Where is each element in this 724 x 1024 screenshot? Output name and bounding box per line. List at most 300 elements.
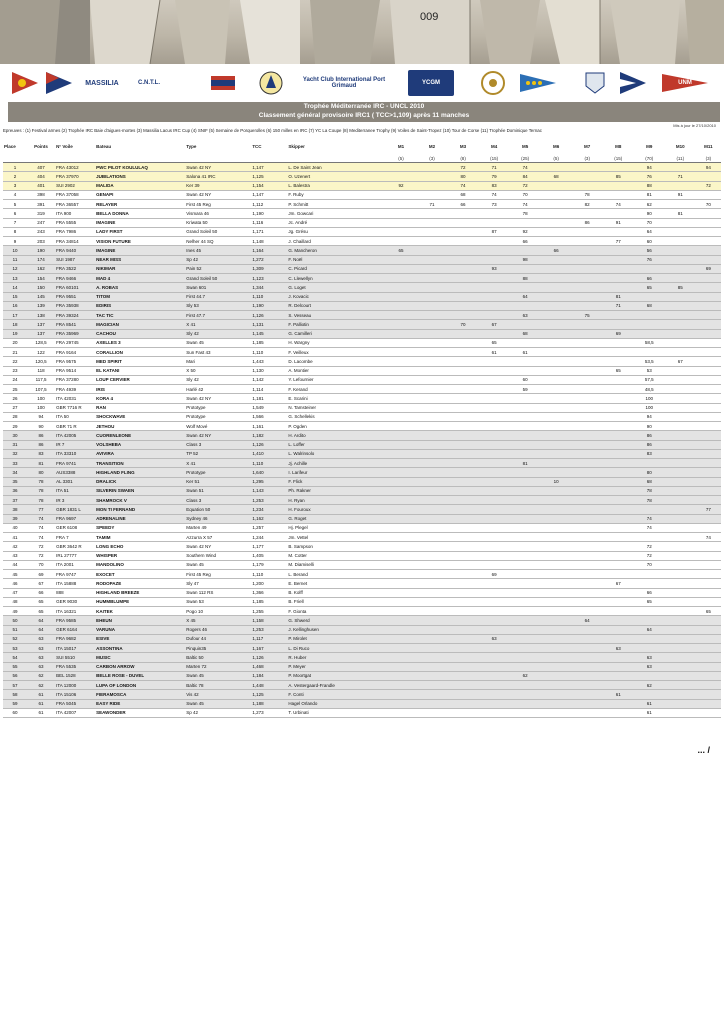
table-cell: 39: [3, 514, 27, 523]
table-cell: 80: [634, 468, 665, 477]
table-cell: 62: [27, 681, 55, 690]
table-cell: [603, 338, 634, 347]
table-cell: M. Cotter: [287, 551, 385, 560]
table-cell: [448, 634, 479, 643]
table-cell: [665, 477, 696, 486]
table-cell: MON TI FERNAND: [95, 505, 185, 514]
table-cell: 12: [3, 264, 27, 273]
table-cell: 57: [3, 681, 27, 690]
table-cell: [385, 671, 416, 680]
table-cell: [385, 357, 416, 366]
table-cell: 1,130: [251, 366, 287, 375]
table-cell: [572, 394, 603, 403]
table-cell: IR 3: [55, 496, 95, 505]
table-cell: [541, 542, 572, 551]
table-cell: [417, 181, 448, 190]
table-cell: ITA 50: [55, 412, 95, 421]
table-cell: [541, 681, 572, 690]
table-cell: FRA 34814: [55, 237, 95, 246]
table-cell: 65: [479, 338, 510, 347]
table-cell: [572, 385, 603, 394]
column-header: M6: [553, 144, 560, 149]
table-cell: [510, 653, 541, 662]
table-cell: [448, 560, 479, 569]
table-cell: [510, 588, 541, 597]
table-cell: 1,181: [251, 394, 287, 403]
update-date: Mis à jour le 27/10/2010: [673, 123, 716, 128]
table-cell: Jm. Vettel: [287, 533, 385, 542]
table-cell: [572, 699, 603, 708]
table-cell: 94: [634, 163, 665, 172]
table-cell: [479, 616, 510, 625]
table-cell: Southern Wind: [185, 551, 251, 560]
table-cell: [665, 375, 696, 384]
table-cell: [385, 237, 416, 246]
table-cell: [603, 514, 634, 523]
table-cell: [448, 662, 479, 671]
table-cell: 1,410: [251, 449, 287, 458]
table-cell: MED SPIRIT: [95, 357, 185, 366]
table-cell: 61: [27, 708, 55, 717]
table-cell: [448, 653, 479, 662]
table-cell: [510, 625, 541, 634]
table-cell: 24: [3, 375, 27, 384]
table-cell: 63: [634, 662, 665, 671]
table-cell: [696, 690, 721, 699]
table-cell: [665, 200, 696, 209]
table-cell: [572, 348, 603, 357]
table-cell: [510, 357, 541, 366]
table-cell: 77: [27, 505, 55, 514]
table-cell: [603, 449, 634, 458]
table-cell: 57,5: [634, 375, 665, 384]
table-cell: [541, 449, 572, 458]
table-cell: [417, 366, 448, 375]
table-cell: VISION FUTURE: [95, 237, 185, 246]
table-cell: 203: [27, 237, 55, 246]
table-cell: [572, 634, 603, 643]
yacht-club-port-grimaud-logo: Yacht Club International Port Grimaud: [302, 77, 386, 89]
table-cell: CARBON ARROW: [95, 662, 185, 671]
table-cell: 81: [27, 459, 55, 468]
table-cell: [572, 653, 603, 662]
table-cell: 1,200: [251, 579, 287, 588]
table-cell: 17: [3, 311, 27, 320]
table-cell: F. Conti: [287, 690, 385, 699]
table-cell: LUPA OF LONDON: [95, 681, 185, 690]
table-cell: [696, 570, 721, 579]
table-cell: 74: [448, 181, 479, 190]
table-cell: 1,640: [251, 468, 287, 477]
table-row: [3, 338, 721, 347]
table-cell: GBR 3642 R: [55, 542, 95, 551]
table-cell: [541, 496, 572, 505]
table-cell: MAD 4: [95, 274, 185, 283]
table-cell: [417, 412, 448, 421]
table-cell: [448, 551, 479, 560]
table-cell: FRA 9747: [55, 570, 95, 579]
table-cell: [696, 662, 721, 671]
table-cell: [479, 579, 510, 588]
table-row: [3, 477, 721, 486]
table-cell: 162: [27, 264, 55, 273]
table-cell: [510, 431, 541, 440]
table-cell: 38: [3, 505, 27, 514]
table-row: [3, 514, 721, 523]
table-cell: [572, 551, 603, 560]
table-cell: 64: [27, 616, 55, 625]
table-cell: [603, 385, 634, 394]
table-cell: [417, 283, 448, 292]
table-cell: [417, 264, 448, 273]
table-cell: 18: [3, 320, 27, 329]
table-cell: [417, 505, 448, 514]
table-cell: [385, 431, 416, 440]
table-cell: [572, 644, 603, 653]
table-cell: 1,273: [251, 708, 287, 717]
table-cell: [510, 597, 541, 606]
table-cell: 53,5: [634, 357, 665, 366]
table-cell: 7: [3, 218, 27, 227]
table-cell: [696, 403, 721, 412]
table-cell: [572, 588, 603, 597]
table-cell: 81: [603, 292, 634, 301]
table-cell: [479, 311, 510, 320]
table-cell: [448, 431, 479, 440]
table-cell: [479, 375, 510, 384]
table-cell: 77: [696, 505, 721, 514]
table-cell: [479, 422, 510, 431]
table-cell: Y. Lefournier: [287, 375, 385, 384]
table-cell: Swan 42 NY: [185, 394, 251, 403]
table-cell: [696, 292, 721, 301]
table-row: [3, 200, 721, 209]
table-cell: 1,148: [251, 237, 287, 246]
table-cell: First 47.7: [185, 311, 251, 320]
table-cell: 61: [634, 699, 665, 708]
table-cell: [603, 588, 634, 597]
table-cell: 1,190: [251, 209, 287, 218]
table-cell: [603, 468, 634, 477]
table-cell: 91: [603, 218, 634, 227]
table-cell: [479, 486, 510, 495]
table-cell: 80: [27, 468, 55, 477]
table-cell: Ker 39: [185, 181, 251, 190]
table-cell: [417, 514, 448, 523]
table-cell: [385, 375, 416, 384]
table-cell: [665, 301, 696, 310]
table-cell: [541, 560, 572, 569]
table-cell: [665, 274, 696, 283]
page-title: Trophée Méditerranée IRC - UNCL 2010: [303, 103, 425, 110]
table-cell: 88: [510, 274, 541, 283]
table-cell: [665, 403, 696, 412]
round-club-logo: [478, 70, 508, 96]
table-cell: [510, 681, 541, 690]
table-cell: [665, 634, 696, 643]
continued-marker: ... /: [697, 745, 710, 755]
table-cell: Harlé 42: [185, 385, 251, 394]
table-cell: Sly 53: [185, 301, 251, 310]
table-cell: [417, 708, 448, 717]
table-row: [3, 644, 721, 653]
table-cell: [665, 570, 696, 579]
table-cell: AXELLES 3: [95, 338, 185, 347]
table-cell: [385, 542, 416, 551]
table-cell: [510, 699, 541, 708]
table-cell: FRA 29745: [55, 338, 95, 347]
table-cell: JETHOU: [95, 422, 185, 431]
table-cell: Grand Soleil 50: [185, 227, 251, 236]
table-cell: [572, 181, 603, 190]
table-cell: 29: [3, 422, 27, 431]
table-cell: O. Uzenert: [287, 172, 385, 181]
table-cell: [479, 292, 510, 301]
table-cell: [385, 274, 416, 283]
table-cell: 19: [3, 329, 27, 338]
table-cell: Hagel Orlando: [287, 699, 385, 708]
table-cell: [541, 514, 572, 523]
table-cell: 78: [27, 486, 55, 495]
table-cell: L. Balestra: [287, 181, 385, 190]
table-cell: 78: [634, 486, 665, 495]
table-cell: 9: [3, 237, 27, 246]
table-cell: [665, 227, 696, 236]
table-cell: [541, 209, 572, 218]
table-cell: [448, 209, 479, 218]
table-cell: 404: [27, 172, 55, 181]
table-cell: [541, 699, 572, 708]
coefficient-cell: (3): [572, 155, 603, 163]
table-cell: Sp 42: [185, 708, 251, 717]
table-cell: [696, 597, 721, 606]
table-cell: J. Kovacic: [287, 292, 385, 301]
table-cell: [603, 246, 634, 255]
table-cell: [541, 505, 572, 514]
empty-cell: [287, 155, 385, 163]
table-cell: FRA 9575: [55, 357, 95, 366]
table-cell: Swan 42 NY: [185, 542, 251, 551]
table-cell: 3: [3, 181, 27, 190]
table-cell: 1,448: [251, 681, 287, 690]
table-cell: 1,126: [251, 440, 287, 449]
table-cell: 48,5: [634, 385, 665, 394]
table-cell: 72: [510, 181, 541, 190]
table-cell: MAGICIAN: [95, 320, 185, 329]
table-cell: FRA 37970: [55, 172, 95, 181]
table-cell: Mari: [185, 357, 251, 366]
table-cell: [634, 607, 665, 616]
column-header: Skipper: [288, 144, 305, 149]
table-cell: 63: [603, 644, 634, 653]
table-cell: 93: [479, 264, 510, 273]
table-cell: [696, 227, 721, 236]
table-cell: Prototype: [185, 468, 251, 477]
table-cell: H. Wargny: [287, 338, 385, 347]
table-cell: [696, 523, 721, 532]
table-cell: [665, 264, 696, 273]
table-cell: [665, 505, 696, 514]
table-cell: [572, 422, 603, 431]
table-row: [3, 634, 721, 643]
table-row: [3, 662, 721, 671]
coefficient-cell: (11): [665, 155, 696, 163]
table-row: [3, 431, 721, 440]
table-cell: 62: [510, 671, 541, 680]
table-cell: [696, 477, 721, 486]
table-cell: [541, 311, 572, 320]
table-cell: 22: [3, 357, 27, 366]
table-cell: [510, 551, 541, 560]
table-cell: Swan 42 NY: [185, 431, 251, 440]
table-cell: [541, 338, 572, 347]
table-cell: 70: [448, 320, 479, 329]
table-cell: [572, 542, 603, 551]
page-subtitle: Classement général provisoire IRC1 ( TCC>1,109) après 11 manches: [258, 112, 470, 119]
table-cell: 66: [448, 200, 479, 209]
table-cell: [479, 653, 510, 662]
table-cell: [541, 200, 572, 209]
table-cell: 72: [448, 163, 479, 172]
table-cell: FRA 4939: [55, 385, 95, 394]
table-cell: 48: [3, 597, 27, 606]
table-cell: [665, 218, 696, 227]
table-cell: [634, 459, 665, 468]
table-row: [3, 227, 721, 236]
table-cell: 84: [510, 172, 541, 181]
table-cell: [696, 283, 721, 292]
table-cell: 66: [634, 274, 665, 283]
table-cell: ITA 33310: [55, 449, 95, 458]
table-cell: 33: [3, 459, 27, 468]
table-cell: [696, 237, 721, 246]
table-cell: EASY RIDE: [95, 699, 185, 708]
table-cell: [510, 690, 541, 699]
table-cell: [510, 505, 541, 514]
column-header: M1: [397, 144, 405, 149]
table-cell: [603, 422, 634, 431]
table-cell: [541, 394, 572, 403]
table-cell: 72: [634, 542, 665, 551]
table-cell: [385, 163, 416, 172]
table-cell: 1,549: [251, 403, 287, 412]
table-cell: 5: [3, 200, 27, 209]
table-cell: 1,110: [251, 570, 287, 579]
table-cell: 65: [27, 607, 55, 616]
table-cell: 1,244: [251, 533, 287, 542]
table-cell: Swan 112 RS: [185, 588, 251, 597]
table-cell: 1,253: [251, 625, 287, 634]
table-cell: [696, 449, 721, 458]
table-cell: [603, 431, 634, 440]
table-cell: [696, 708, 721, 717]
table-cell: KAITEK: [95, 607, 185, 616]
table-cell: 26: [3, 394, 27, 403]
table-cell: 1,257: [251, 523, 287, 532]
table-cell: 35: [3, 477, 27, 486]
table-cell: 60: [3, 708, 27, 717]
table-cell: [572, 292, 603, 301]
table-cell: 1,110: [251, 459, 287, 468]
table-cell: [510, 468, 541, 477]
table-cell: [417, 209, 448, 218]
table-cell: 70: [634, 560, 665, 569]
table-cell: Class 3: [185, 440, 251, 449]
table-cell: 86: [572, 218, 603, 227]
table-cell: [603, 394, 634, 403]
table-cell: [541, 348, 572, 357]
table-cell: [510, 412, 541, 421]
column-header: TCC: [252, 144, 262, 149]
table-cell: [696, 431, 721, 440]
table-cell: [385, 422, 416, 431]
table-cell: L. De Saint Jean: [287, 163, 385, 172]
table-cell: 30: [3, 431, 27, 440]
table-cell: [696, 218, 721, 227]
table-cell: [479, 412, 510, 421]
table-cell: ADRENALINE: [95, 514, 185, 523]
table-cell: [541, 412, 572, 421]
table-cell: 64: [572, 616, 603, 625]
table-cell: 79: [479, 172, 510, 181]
table-cell: [385, 708, 416, 717]
table-cell: [479, 588, 510, 597]
table-row: [3, 209, 721, 218]
table-cell: FRA 7: [55, 533, 95, 542]
table-cell: [479, 274, 510, 283]
table-cell: 83: [479, 181, 510, 190]
table-cell: 87: [479, 227, 510, 236]
table-cell: ITA 2001: [55, 560, 95, 569]
table-cell: 63: [510, 311, 541, 320]
table-row: [3, 560, 721, 569]
table-cell: [385, 496, 416, 505]
table-cell: [665, 468, 696, 477]
table-cell: ITA 15017: [55, 644, 95, 653]
table-cell: FRA 5555: [55, 218, 95, 227]
table-cell: [385, 597, 416, 606]
table-cell: [572, 255, 603, 264]
table-cell: [510, 338, 541, 347]
sponsor-logo-strip: [0, 66, 724, 100]
table-cell: PWC PILOT KOULULAQ: [95, 163, 185, 172]
table-cell: X 50: [185, 366, 251, 375]
table-cell: 61: [634, 708, 665, 717]
table-cell: [541, 403, 572, 412]
table-cell: [603, 597, 634, 606]
table-row: [3, 385, 721, 394]
table-cell: 44: [3, 560, 27, 569]
table-cell: FIERAMOSCA: [95, 690, 185, 699]
table-cell: Swan 45: [185, 671, 251, 680]
table-cell: FRA 7986: [55, 227, 95, 236]
table-cell: FRA 9466: [55, 274, 95, 283]
table-cell: 1,147: [251, 163, 287, 172]
table-cell: [603, 551, 634, 560]
table-cell: RAN: [95, 403, 185, 412]
table-cell: [572, 514, 603, 523]
table-row: [3, 264, 721, 273]
table-cell: 247: [27, 218, 55, 227]
table-cell: X 45: [185, 616, 251, 625]
table-cell: SUI 1987: [55, 255, 95, 264]
table-cell: [603, 348, 634, 357]
table-cell: [385, 625, 416, 634]
coefficient-cell: (25): [510, 155, 541, 163]
table-cell: [696, 560, 721, 569]
table-cell: 74: [510, 200, 541, 209]
table-row: [3, 708, 721, 717]
